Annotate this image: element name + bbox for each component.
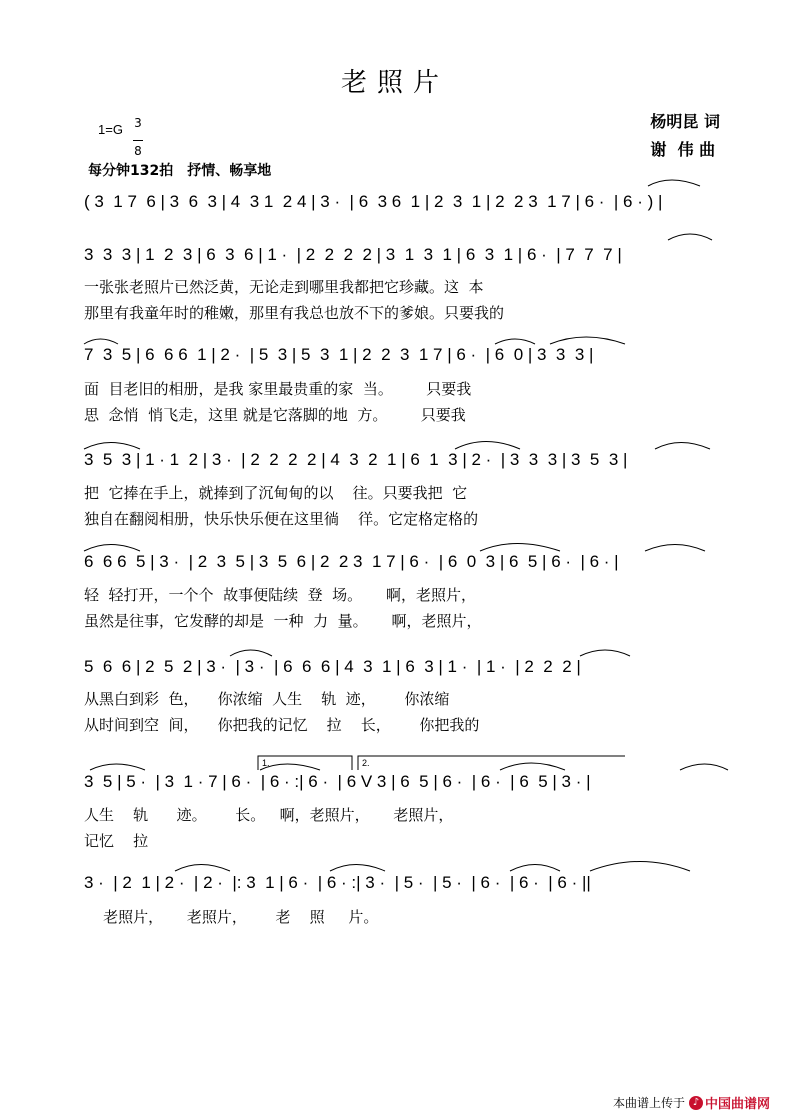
site-name: 中国曲谱网 bbox=[704, 1097, 770, 1112]
lyric-verse2-row7: 记忆 拉 bbox=[84, 832, 149, 850]
expression-text: 抒情、畅享地 bbox=[187, 163, 272, 179]
volta-label-2: 2. bbox=[362, 758, 370, 768]
slur bbox=[668, 234, 712, 240]
slur bbox=[510, 865, 560, 872]
notation-line: 3 5 | 5 · | 3 1 · 7 | 6 · | 6 · :| 6 · | 6 V 3 | 6 5 | 6 · | 6 · | 6 5 | 3 · | bbox=[84, 772, 591, 791]
notation-line: ( 3 1 7 6 | 3 6 3 | 4 3 1 2 4 | 3 · | 6 3 6 1 | 2 3 1 | 2 2 3 1 7 | 6 · | 6 · ) | bbox=[84, 192, 663, 211]
time-signature bbox=[133, 116, 143, 158]
slur bbox=[645, 545, 705, 552]
lyric-verse1-row3: 面 目老旧的相册，是我 家里最贵重的家 当。 只要我 bbox=[84, 380, 472, 398]
slur bbox=[590, 862, 690, 872]
composer: 谢 伟 曲 bbox=[650, 140, 716, 159]
time-sig-bottom: 8 bbox=[134, 144, 142, 158]
lyric-verse1-row8: 老照片， 老照片， 老 照 片。 bbox=[84, 908, 379, 926]
tempo-marking bbox=[88, 160, 285, 180]
lyric-verse2-row2: 那里有我童年时的稚嫩，那里有我总也放不下的爹娘。只要我的 bbox=[84, 304, 505, 322]
slur bbox=[580, 650, 630, 656]
lyric-verse2-row3: 思 念悄 悄飞走，这里 就是它落脚的地 方。 只要我 bbox=[84, 406, 466, 424]
slur bbox=[260, 764, 320, 770]
lyric-verse2-row4: 独自在翻阅相册，快乐快乐便在这里徜 徉。它定格定格的 bbox=[84, 510, 479, 528]
slur bbox=[550, 337, 625, 344]
upload-text: 本曲谱上传于 bbox=[612, 1096, 685, 1110]
slur bbox=[84, 545, 140, 552]
lyricist: 杨明昆 词 bbox=[650, 112, 720, 131]
notation-line: 3 3 3 | 1 2 3 | 6 3 6 | 1 · | 2 2 2 2 | 3 1 3 1 | 6 3 1 | 6 · | 7 7 7 | bbox=[84, 245, 622, 264]
credits bbox=[650, 108, 720, 164]
lyric-verse1-row7: 人生 轨 迹。 长。 啊，老照片， 老照片， bbox=[84, 806, 454, 824]
song-title: 老照片 bbox=[340, 68, 449, 98]
staff-row-6 bbox=[84, 657, 730, 687]
lyric-verse1-row6: 从黑白到彩 色， 你浓缩 人生 轨 迹， 你浓缩 bbox=[84, 690, 450, 708]
staff-row-7 bbox=[84, 772, 730, 802]
slur bbox=[84, 443, 140, 450]
staff-row-3 bbox=[84, 345, 730, 375]
logo-icon: ♪ bbox=[689, 1096, 703, 1110]
footer bbox=[613, 1093, 770, 1112]
time-sig-top: 3 bbox=[134, 116, 142, 130]
lyric-verse1-row2: 一张张老照片已然泛黄，无论走到哪里我都把它珍藏。这 本 bbox=[84, 278, 484, 296]
slur bbox=[680, 764, 728, 770]
lyric-verse1-row5: 轻 轻打开，一个个 故事便陆续 登 场。 啊，老照片， bbox=[84, 586, 476, 604]
slur bbox=[84, 339, 118, 344]
slur bbox=[495, 339, 535, 344]
slur bbox=[455, 442, 520, 450]
slur bbox=[480, 544, 560, 552]
site-logo[interactable] bbox=[689, 1093, 770, 1112]
time-sig-bar bbox=[133, 140, 143, 141]
notation-line: 7 3 5 | 6 6 6 1 | 2 · | 5 3 | 5 3 1 | 2 2 3 1 7 | 6 · | 6 0 | 3 3 3 | bbox=[84, 345, 594, 364]
notation-line: 3 · | 2 1 | 2 · | 2 · |: 3 1 | 6 · | 6 · :| 3 · | 5 · | 5 · | 6 · | 6 · | 6 · || bbox=[84, 873, 591, 892]
lyric-verse1-row4: 把 它捧在手上，就捧到了沉甸甸的以 往。只要我把 它 bbox=[84, 484, 468, 502]
staff-row-2 bbox=[84, 245, 730, 275]
lyric-verse2-row5: 虽然是往事，它发酵的却是 一种 力 量。 啊，老照片， bbox=[84, 612, 482, 630]
tempo-bpm: 每分钟132拍 bbox=[88, 163, 174, 179]
slur bbox=[230, 650, 272, 656]
staff-row-4 bbox=[84, 450, 730, 480]
notation-line: 5 6 6 | 2 5 2 | 3 · | 3 · | 6 6 6 | 4 3 1 | 6 3 | 1 · | 1 · | 2 2 2 | bbox=[84, 657, 581, 676]
staff-row-8 bbox=[84, 873, 730, 903]
key-signature: 1=G bbox=[98, 122, 123, 137]
volta-label-1: 1. bbox=[262, 758, 270, 768]
slur bbox=[500, 763, 565, 770]
notation-line: 3 5 3 | 1 · 1 2 | 3 · | 2 2 2 2 | 4 3 2 1 | 6 1 3 | 2 · | 3 3 3 | 3 5 3 | bbox=[84, 450, 628, 469]
notation-line: 6 6 6 5 | 3 · | 2 3 5 | 3 5 6 | 2 2 3 1 7 | 6 · | 6 0 3 | 6 5 | 6 · | 6 · | bbox=[84, 552, 619, 571]
lyric-verse2-row6: 从时间到空 间， 你把我的记忆 拉 长， 你把我的 bbox=[84, 716, 480, 734]
slur bbox=[330, 865, 385, 872]
slur bbox=[90, 764, 145, 770]
volta-bracket-1 bbox=[258, 756, 352, 770]
slur bbox=[175, 865, 230, 872]
volta-bracket-2 bbox=[358, 756, 625, 770]
slur bbox=[648, 180, 700, 186]
staff-row-5 bbox=[84, 552, 730, 582]
staff-row-1 bbox=[84, 192, 730, 222]
slur bbox=[655, 443, 710, 450]
